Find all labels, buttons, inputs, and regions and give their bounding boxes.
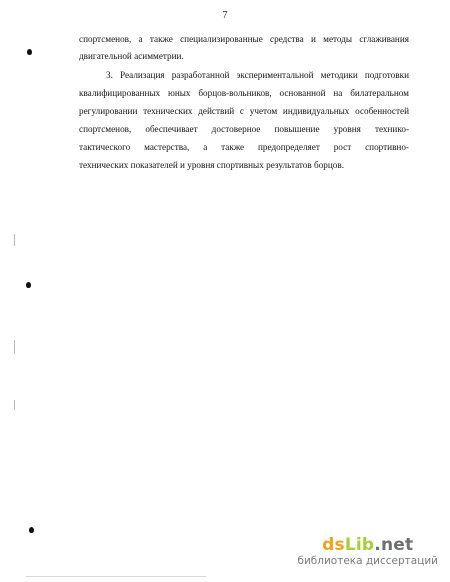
text-line: тактического мастерства, а также предопределяет рост спортивно- (79, 142, 409, 152)
page-number: 7 (222, 10, 228, 21)
scan-margin-mark (14, 234, 15, 246)
text-line: квалифицированных юных борцов-вольников, основанной на билатеральном (79, 88, 409, 98)
logo-lib: Lib (344, 535, 375, 555)
text-line: спортсменов, а также специализированные средства и методы сглаживания (79, 34, 409, 44)
text-line: спортсменов, обеспечивает достоверное повышение уровня технико- (79, 124, 409, 134)
logo-net: .net (374, 535, 414, 555)
logo-ds: ds (322, 535, 345, 555)
dslib-watermark (297, 536, 438, 568)
scan-margin-mark (14, 400, 15, 410)
text-line: 3. Реализация разработанной экспериментальной методики подготовки (106, 70, 409, 80)
watermark-subtitle: библиотека диссертаций (297, 555, 438, 567)
text-line: технических показателей и уровня спортивных результатов борцов. (79, 160, 345, 170)
binding-hole-mark (26, 282, 31, 288)
scan-margin-mark (14, 340, 15, 354)
binding-hole-mark (27, 49, 32, 55)
dslib-logo (297, 536, 438, 554)
scan-edge-line (26, 576, 206, 577)
binding-hole-mark (29, 527, 34, 533)
text-line: двигательной асимметрии. (79, 51, 184, 61)
text-line: регулировании технических действий с учетом индивидуальных особенностей (79, 106, 409, 116)
